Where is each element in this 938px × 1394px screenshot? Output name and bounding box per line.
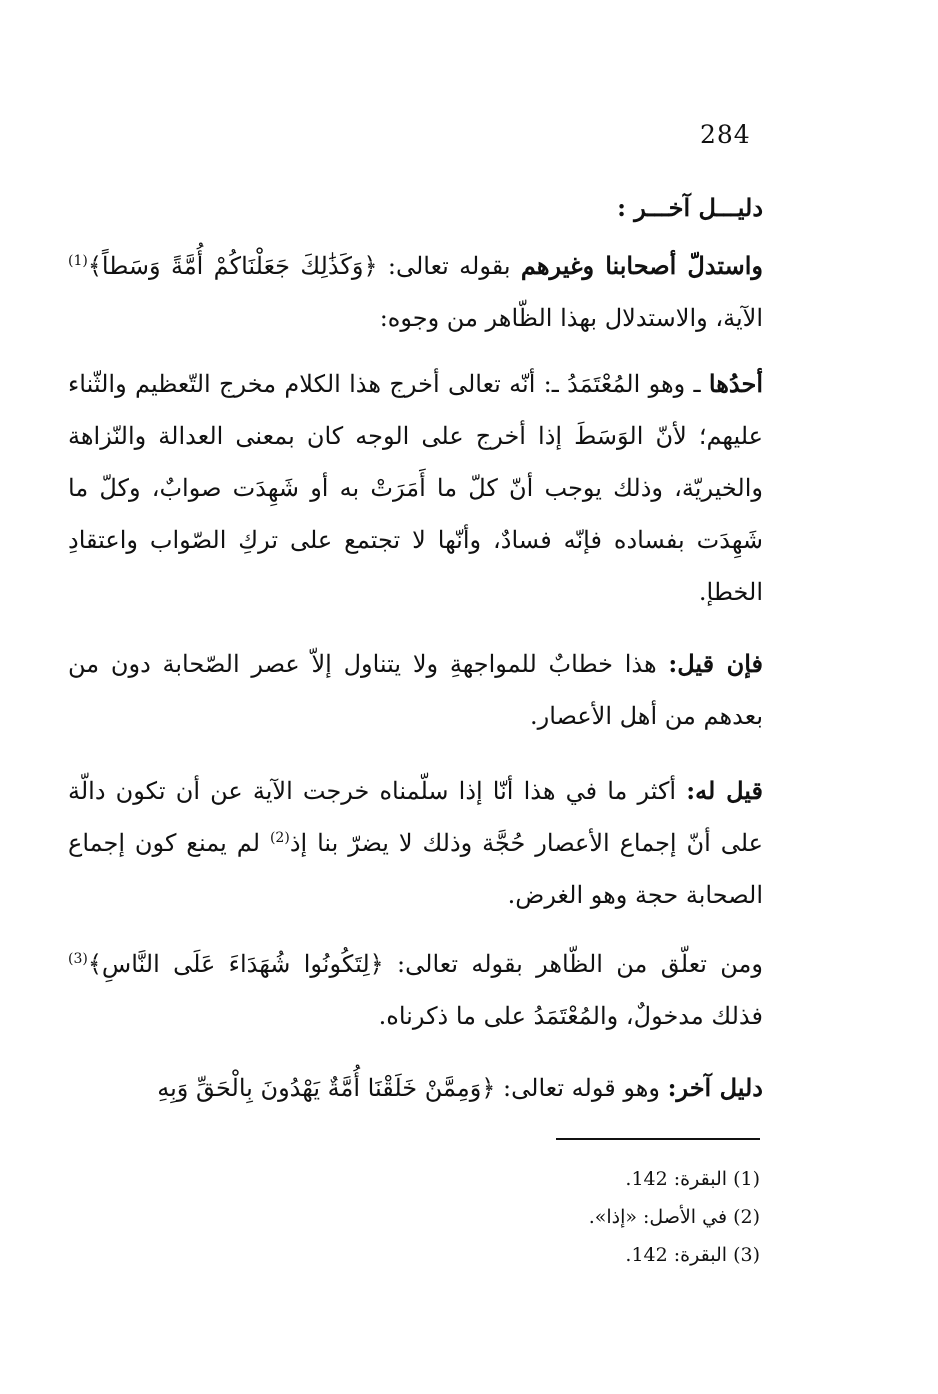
paragraph-2-lead: أحدُها [708,369,763,398]
page-number: 284 [700,120,751,149]
paragraph-4-rest: لم يمنع كون إجماع الصحابة حجة وهو الغرض. [68,829,763,909]
paragraph-6 [68,1062,763,1114]
paragraph-3 [68,638,763,742]
footnote-ref-3[interactable]: (3) [68,951,88,967]
section-heading: دليـــل آخـــر : [617,193,763,222]
paragraph-1 [68,240,763,344]
paragraph-3-text: هذا خطابٌ للمواجهةِ ولا يتناول إلاّ عصر الصّحابة دون من بعدهم من أهل الأعصار. [68,650,763,730]
paragraph-1-rest: الآية، والاستدلال بهذا الظّاهر من وجوه: [379,304,763,332]
paragraph-5-text: ومن تعلّق من الظّاهر بقوله تعالى: ﴿لِتَكُونُوا شُهَدَاءَ عَلَى النَّاسِ﴾ [87,950,763,978]
paragraph-1-lead: واستدلّ أصحابنا وغيرهم [520,251,763,280]
footnote-3: (3) البقرة: 142. [625,1244,760,1266]
paragraph-2-text: ـ وهو المُعْتَمَدُ ـ: أنّه تعالى أخرج هذا الكلام مخرج التّعظيم والثّناء عليهم؛ لأنّ الوَسَطَ إذا أخرج على الوجه كان بمعنى العدالة والنّزاهة والخيريّة، وذلك يوجب أنّ كلّ ما أَمَرَتْ به أو شَهِدَت صوابٌ، وكلّ ما شَهِدَت بفساده فإنّه فسادٌ، وأنّها لا تجتمع على تركِ الصّواب واعتقادِ الخطإ. [68,370,763,606]
footnotes [300,1160,760,1274]
paragraph-6-lead: دليل آخر: [667,1073,763,1102]
paragraph-2 [68,358,763,618]
paragraph-4 [68,765,763,921]
paragraph-4-lead: قيل له: [686,776,763,805]
footnote-2: (2) في الأصل: «إذا». [588,1206,760,1228]
paragraph-5-rest: فذلك مدخولٌ، والمُعْتَمَدُ على ما ذكرناه. [378,1002,763,1030]
footnote-ref-1[interactable]: (1) [68,253,88,269]
paragraph-1-text: بقوله تعالى: ﴿وَكَذَٰلِكَ جَعَلْنَاكُمْ أُمَّةً وَسَطاً﴾ [87,252,521,280]
footnote-divider [556,1138,760,1140]
paragraph-6-text: وهو قوله تعالى: ﴿وَمِمَّنْ خَلَقْنَا أُمَّةٌ يَهْدُونَ بِالْحَقِّ وَبِهِ [157,1074,668,1102]
paragraph-4-text: أكثر ما في هذا أنّا إذا سلّمناه خرجت الآية عن أن تكون دالّة على أنّ إجماع الأعصار حُجَّة وذلك لا يضرّ بنا إذ [68,777,763,857]
paragraph-3-lead: فإن قيل: [668,649,763,678]
paragraph-5 [68,938,763,1042]
footnote-ref-2[interactable]: (2) [269,830,290,846]
footnote-1: (1) البقرة: 142. [625,1168,760,1190]
